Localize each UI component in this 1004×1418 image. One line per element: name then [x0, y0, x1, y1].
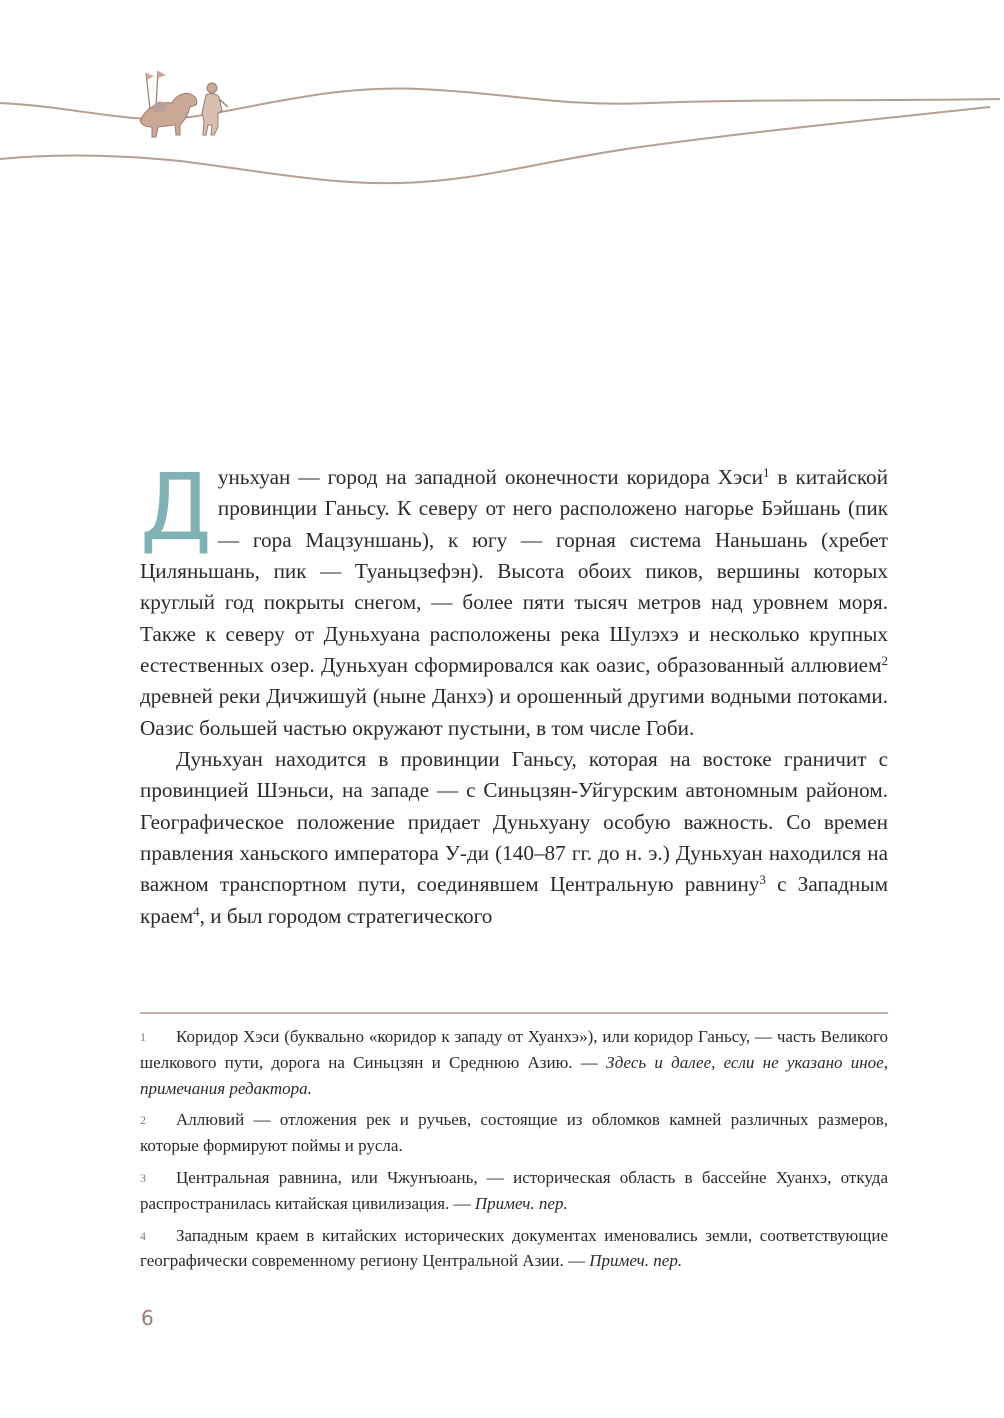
footnote-number: 2 — [140, 1113, 146, 1128]
footnote-italic: Примеч. пер. — [589, 1251, 683, 1271]
footnote-number: 1 — [140, 1030, 146, 1044]
footnote-divider — [140, 1012, 888, 1014]
paragraph-1-part-a: уньхуан — город на западной оконечности коридора Хэси — [217, 465, 763, 489]
paragraph-1-part-b: в китайской провинции Ганьсу. К северу от него расположено нагорье Бэйшань (пик — гора Мацзуншань), к югу — горная система Наньшань (хребет Циляньшань, пик — Туаньцзефэн). Высота обоих пиков, вершины которых круглый год покрыты снегом, — более пяти тысяч метров над уровнем моря. Также к северу от Дуньхуана расположены река Шулэхэ и несколько крупных естественных озер. Дуньхуан сформировался как оазис, образованный аллювием — [140, 465, 888, 678]
footnote-text: Аллювий — отложения рек и ручьев, состоящие из обломков камней различных размеров, которые формируют поймы и русла. — [140, 1110, 888, 1156]
footnote-number: 3 — [140, 1170, 146, 1185]
paragraph-1 — [140, 454, 888, 744]
footnote-ref-1[interactable]: 1 — [762, 465, 770, 480]
header-illustration — [0, 55, 1004, 195]
main-text — [140, 454, 888, 932]
paragraph-2-part-a: Дуньхуан находится в провинции Ганьсу, которая на востоке граничит с провинцией Шэньси, на западе — с Синьцзян-Уйгурским автономным районом. Географическое положение придает Дуньхуану особую важность. Со времен правления ханьского императора У-ди (140–87 гг. до н. э.) Дуньхуан находился на важном транспортном пути, соединявшем Центральную равнину — [140, 747, 888, 897]
footnotes — [140, 1024, 888, 1280]
page-number: 6 — [141, 1306, 154, 1330]
paragraph-2-part-b: с Западным краем — [140, 872, 888, 928]
paragraph-2 — [140, 744, 888, 932]
footnote-text: Коридор Хэси (буквально «коридор к западу от Хуанхэ»), или коридор Ганьсу, — часть Великого шелкового пути, дорога на Синьцзян и Среднюю Азию. — — [140, 1027, 888, 1072]
footnote-4 — [140, 1223, 888, 1275]
footnote-ref-4[interactable]: 4 — [193, 903, 200, 919]
footnote-number: 4 — [140, 1228, 146, 1243]
footnote-2 — [140, 1107, 888, 1159]
dropcap: Д — [140, 454, 212, 561]
footnote-italic: Здесь и далее, если не указано иное, примечания редактора. — [140, 1052, 888, 1098]
footnote-ref-2[interactable]: 2 — [881, 653, 888, 669]
footnote-1 — [140, 1024, 888, 1101]
footnote-3 — [140, 1165, 888, 1217]
paragraph-2-part-c: , и был городом стратегического — [199, 903, 493, 928]
footnote-italic: Примеч. пер. — [474, 1193, 568, 1213]
caravan-icon — [140, 71, 228, 137]
footnote-text: Западным краем в китайских исторических документах именовались земли, соответствующие географически современному региону Центральной Азии. — — [140, 1225, 888, 1271]
paragraph-1-part-c: древней реки Дичжишуй (ныне Данхэ) и орошенный другими водными потоками. Оазис большей частью окружают пустыни, в том числе Гоби. — [140, 684, 888, 740]
footnote-text: Центральная равнина, или Чжунъюань, — историческая область в бассейне Хуанхэ, откуда распространилась китайская цивилизация. — — [140, 1167, 888, 1213]
footnote-ref-3[interactable]: 3 — [759, 872, 766, 888]
